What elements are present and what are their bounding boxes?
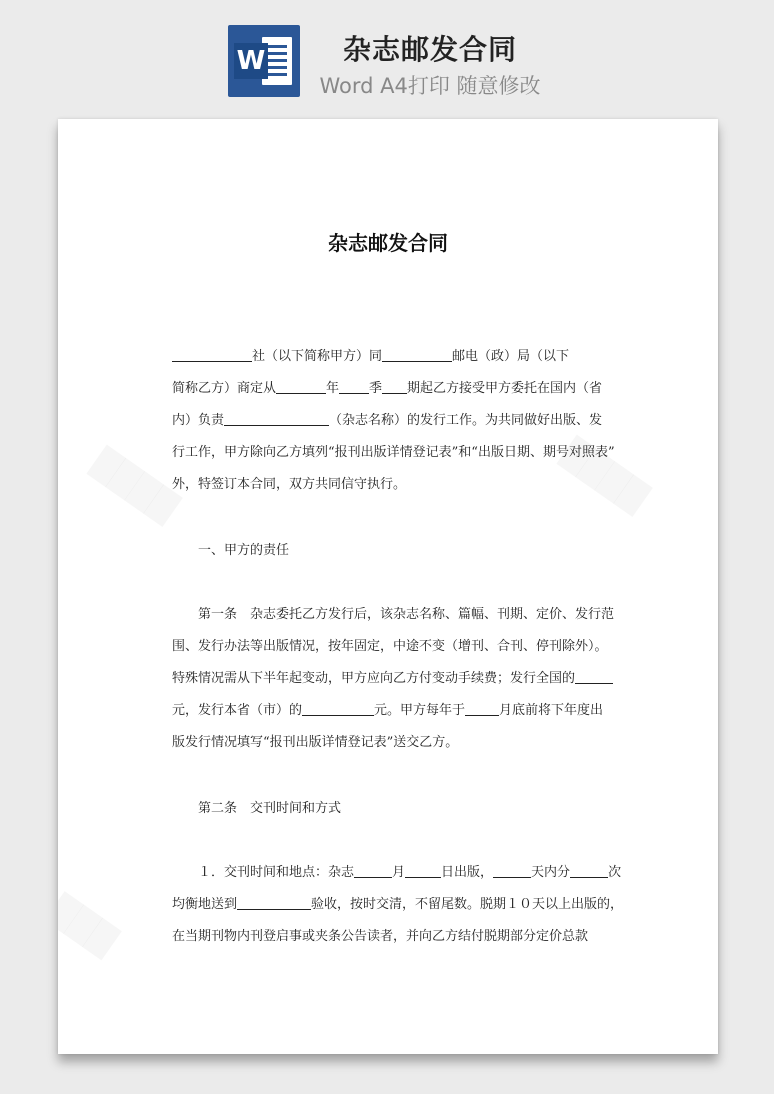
article-2 xyxy=(172,793,602,825)
blank-field[interactable] xyxy=(570,863,608,878)
section-heading xyxy=(172,535,602,567)
text: 社（以下简称甲方）同 xyxy=(252,349,383,364)
blank-field[interactable] xyxy=(382,379,407,394)
page-header xyxy=(0,0,774,110)
text-line: 外，特签订本合同，双方共同信守执行。 xyxy=(172,477,407,492)
header-title: 杂志邮发合同 xyxy=(342,33,517,66)
blank-field[interactable] xyxy=(465,701,499,716)
text: 天内分 xyxy=(531,865,571,880)
text-line: 一、甲方的责任 xyxy=(198,543,290,558)
text: 元，发行本省（市）的 xyxy=(172,703,303,718)
text: 日出版， xyxy=(441,865,494,880)
watermark xyxy=(86,446,182,528)
text: １．交刊时间和地点：杂志 xyxy=(198,865,355,880)
text: 邮电（政）局（以下 xyxy=(452,349,570,364)
text: 月 xyxy=(392,865,406,880)
blank-field[interactable] xyxy=(339,379,369,394)
text-line: 在当期刊物内刊登启事或夹条公告读者，并向乙方结付脱期部分定价总款 xyxy=(172,929,589,944)
document-title: 杂志邮发合同 xyxy=(328,231,448,255)
text: （杂志名称）的发行工作。为共同做好出版、发 xyxy=(329,413,603,428)
text-line: 第二条 交刊时间和方式 xyxy=(198,801,342,816)
text: 次 xyxy=(608,865,622,880)
text: 季 xyxy=(369,381,383,396)
word-icon xyxy=(228,25,300,97)
text: 简称乙方）商定从 xyxy=(172,381,277,396)
blank-field[interactable] xyxy=(382,347,452,362)
text-line: 行工作，甲方除向乙方填列“报刊出版详情登记表”和“出版日期、期号对照表” xyxy=(172,445,615,460)
blank-field[interactable] xyxy=(405,863,441,878)
text: 月底前将下年度出 xyxy=(499,703,604,718)
text-line: 第一条 杂志委托乙方发行后，该杂志名称、篇幅、刊期、定价、发行范 xyxy=(198,607,615,622)
blank-field[interactable] xyxy=(224,411,329,426)
blank-field[interactable] xyxy=(276,379,326,394)
blank-field[interactable] xyxy=(575,669,613,684)
text: 均衡地送到 xyxy=(172,897,238,912)
header-subtitle: Word A4打印 随意修改 xyxy=(319,74,541,98)
text: 特殊情况需从下半年起变动，甲方应向乙方付变动手续费；发行全国的 xyxy=(172,671,576,686)
text-line: 围、发行办法等出版情况，按年固定，中途不变（增刊、合刊、停刊除外）。 xyxy=(172,639,608,654)
blank-field[interactable] xyxy=(172,347,252,362)
text: 年 xyxy=(326,381,340,396)
text-line: 版发行情况填写“报刊出版详情登记表”送交乙方。 xyxy=(172,735,459,750)
intro-paragraph xyxy=(172,341,615,501)
blank-field[interactable] xyxy=(493,863,531,878)
text: 内）负责 xyxy=(172,413,225,428)
blank-field[interactable] xyxy=(354,863,392,878)
watermark xyxy=(58,892,121,960)
text: 验收，按时交清，不留尾数。脱期１０天以上出版的， xyxy=(311,897,624,912)
document-page xyxy=(58,119,718,1054)
text: 元。甲方每年于 xyxy=(374,703,466,718)
blank-field[interactable] xyxy=(302,701,374,716)
clause-1 xyxy=(172,857,624,953)
blank-field[interactable] xyxy=(237,895,311,910)
article-1 xyxy=(172,599,615,759)
word-icon-letter: W xyxy=(234,43,268,79)
text: 期起乙方接受甲方委托在国内（省 xyxy=(407,381,603,396)
